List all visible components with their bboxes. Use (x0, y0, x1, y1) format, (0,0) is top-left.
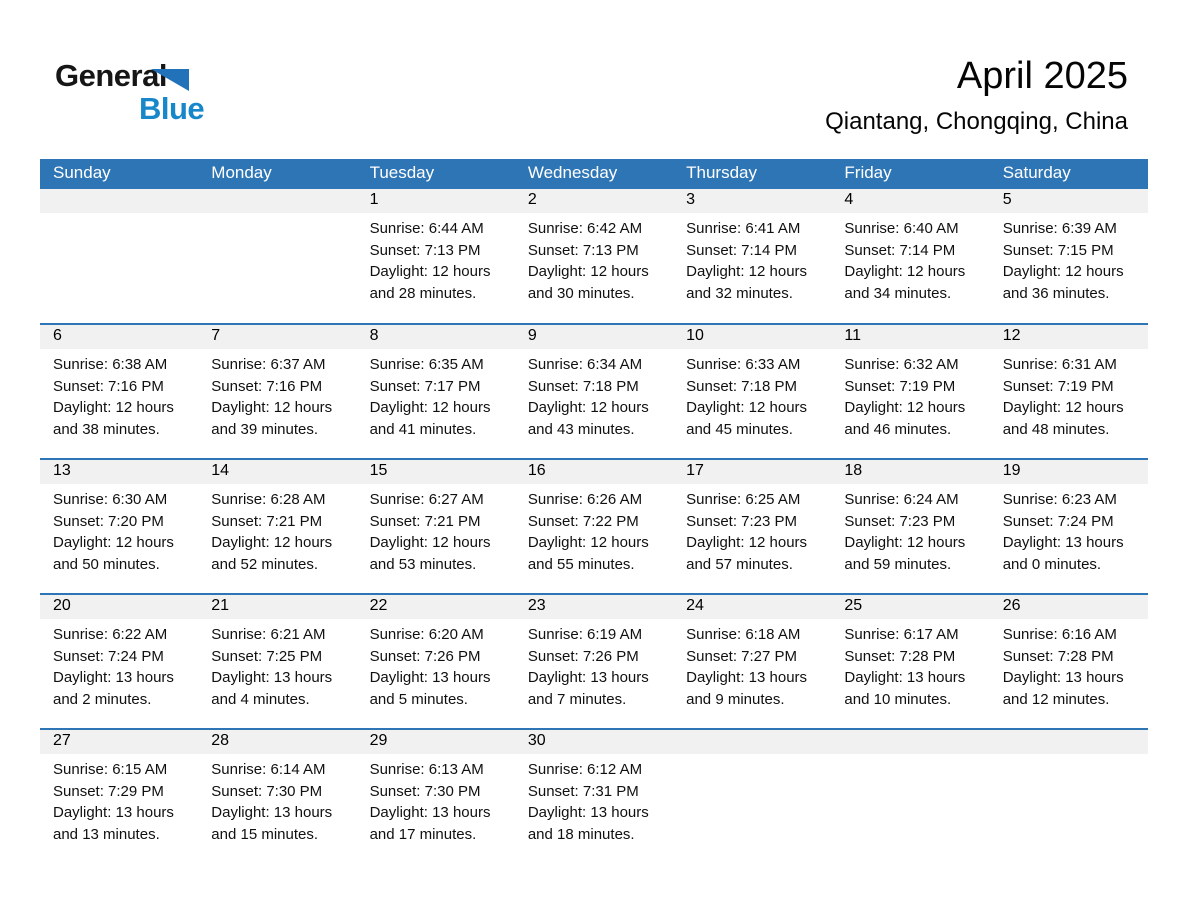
day-info-line: Sunset: 7:20 PM (53, 512, 164, 530)
title-block (825, 55, 1128, 136)
day-info-line: Daylight: 13 hours (527, 804, 649, 822)
day-info-line: Sunrise: 6:24 AM (844, 491, 959, 508)
day-info-line: and 38 minutes. (53, 421, 160, 439)
day-details (198, 484, 356, 576)
day-details (198, 754, 356, 846)
day-info-line: Sunrise: 6:13 AM (369, 761, 484, 778)
day-info-line: Sunset: 7:13 PM (527, 241, 639, 259)
day-info-line: and 48 minutes. (1002, 421, 1110, 439)
day-number: 11 (831, 325, 989, 349)
logo-text-blue: Blue (139, 91, 205, 126)
logo-triangle-icon (151, 69, 189, 91)
day-cell-21 (198, 594, 356, 729)
day-cell-15 (357, 459, 515, 594)
day-details (357, 619, 515, 711)
day-cell-17 (673, 459, 831, 594)
day-details (40, 349, 198, 441)
day-number: 17 (673, 460, 831, 484)
day-number: 21 (198, 595, 356, 619)
day-info-line: Sunset: 7:14 PM (844, 241, 956, 259)
day-info-line: and 57 minutes. (686, 556, 793, 574)
day-details (831, 619, 989, 711)
day-info-line: and 39 minutes. (211, 421, 319, 439)
day-details (673, 213, 831, 305)
day-details (198, 619, 356, 711)
week-row (40, 189, 1148, 324)
day-number: 14 (198, 460, 356, 484)
day-details (673, 349, 831, 441)
day-info-line: Daylight: 12 hours (686, 263, 808, 281)
weekday-header-monday: Monday (198, 159, 356, 189)
empty-day-cell (198, 189, 356, 324)
day-number: 3 (673, 189, 831, 213)
day-number: 13 (40, 460, 198, 484)
day-details (357, 349, 515, 441)
day-info-line: Sunset: 7:21 PM (211, 512, 323, 530)
day-info-line: Daylight: 13 hours (1002, 669, 1124, 687)
day-details (357, 754, 515, 846)
day-details (673, 484, 831, 576)
day-info-line: and 36 minutes. (1002, 285, 1110, 303)
day-info-line: and 28 minutes. (369, 285, 477, 303)
day-info-line: Sunset: 7:17 PM (369, 377, 481, 395)
day-cell-8 (357, 324, 515, 459)
day-details (990, 484, 1148, 576)
day-cell-28 (198, 729, 356, 864)
weekday-header-friday: Friday (831, 159, 989, 189)
day-cell-4 (831, 189, 989, 324)
weekday-header-sunday: Sunday (40, 159, 198, 189)
day-info-line: Daylight: 12 hours (369, 263, 491, 281)
day-info-line: Sunrise: 6:21 AM (211, 626, 326, 643)
day-details (990, 619, 1148, 711)
day-details (40, 619, 198, 711)
day-details (198, 349, 356, 441)
week-row (40, 459, 1148, 594)
day-info-line: and 12 minutes. (1002, 691, 1110, 709)
day-info-line: Sunrise: 6:41 AM (686, 220, 801, 237)
day-number: 26 (990, 595, 1148, 619)
day-info-line: Sunset: 7:30 PM (211, 782, 323, 800)
day-details (673, 619, 831, 711)
day-details (831, 349, 989, 441)
day-info-line: Sunset: 7:27 PM (686, 647, 798, 665)
day-info-line: and 46 minutes. (844, 421, 952, 439)
day-cell-18 (831, 459, 989, 594)
empty-day-cell (673, 729, 831, 864)
day-cell-3 (673, 189, 831, 324)
day-info-line: Daylight: 12 hours (686, 534, 808, 552)
day-number (673, 730, 831, 754)
day-info-line: Daylight: 13 hours (53, 804, 174, 822)
day-info-line: Sunset: 7:14 PM (686, 241, 798, 259)
day-number (40, 189, 198, 213)
day-info-line: Sunset: 7:19 PM (844, 377, 956, 395)
day-info-line: Sunrise: 6:16 AM (1002, 626, 1117, 643)
day-info-line: Sunrise: 6:28 AM (211, 491, 326, 508)
day-info-line: Sunset: 7:28 PM (844, 647, 956, 665)
logo-text-general: General (55, 58, 167, 93)
day-info-line: Daylight: 12 hours (844, 534, 966, 552)
day-info-line: Daylight: 13 hours (211, 804, 333, 822)
day-info-line: Daylight: 13 hours (1002, 534, 1124, 552)
weekday-header-wednesday: Wednesday (515, 159, 673, 189)
day-cell-10 (673, 324, 831, 459)
day-info-line: and 34 minutes. (844, 285, 952, 303)
day-cell-11 (831, 324, 989, 459)
day-cell-14 (198, 459, 356, 594)
day-cell-29 (357, 729, 515, 864)
day-info-line: Sunrise: 6:37 AM (211, 356, 326, 373)
day-number: 30 (515, 730, 673, 754)
page-location: Qiantang, Chongqing, China (825, 107, 1128, 135)
day-cell-27 (40, 729, 198, 864)
day-info-line: Daylight: 12 hours (53, 399, 174, 417)
day-number: 8 (357, 325, 515, 349)
day-cell-24 (673, 594, 831, 729)
day-details (990, 349, 1148, 441)
day-number: 19 (990, 460, 1148, 484)
day-info-line: and 2 minutes. (53, 691, 152, 709)
day-info-line: Sunrise: 6:14 AM (211, 761, 326, 778)
day-info-line: Daylight: 12 hours (1002, 399, 1124, 417)
day-info-line: Sunset: 7:18 PM (686, 377, 798, 395)
day-info-line: Sunrise: 6:30 AM (53, 491, 168, 508)
empty-day-cell (831, 729, 989, 864)
day-info-line: Sunrise: 6:22 AM (53, 626, 168, 643)
day-cell-20 (40, 594, 198, 729)
day-details (831, 484, 989, 576)
empty-day-cell (990, 729, 1148, 864)
day-info-line: Daylight: 12 hours (527, 534, 649, 552)
weekday-header-thursday: Thursday (673, 159, 831, 189)
empty-day-cell (40, 189, 198, 324)
day-info-line: Daylight: 12 hours (1002, 263, 1124, 281)
day-info-line: Daylight: 13 hours (844, 669, 966, 687)
day-info-line: Daylight: 13 hours (53, 669, 174, 687)
day-info-line: Sunset: 7:24 PM (53, 647, 164, 665)
day-info-line: Daylight: 12 hours (369, 399, 491, 417)
day-info-line: Sunset: 7:26 PM (369, 647, 481, 665)
day-info-line: Sunset: 7:19 PM (1002, 377, 1114, 395)
day-info-line: and 5 minutes. (369, 691, 468, 709)
day-info-line: Sunset: 7:16 PM (53, 377, 164, 395)
day-info-line: Sunset: 7:31 PM (527, 782, 639, 800)
day-info-line: Daylight: 13 hours (369, 804, 491, 822)
weekday-header-saturday: Saturday (990, 159, 1148, 189)
day-info-line: Sunset: 7:21 PM (369, 512, 481, 530)
day-cell-2 (515, 189, 673, 324)
day-info-line: Sunset: 7:30 PM (369, 782, 481, 800)
day-info-line: Sunrise: 6:15 AM (53, 761, 168, 778)
calendar-table (40, 159, 1148, 864)
day-details (357, 484, 515, 576)
day-details (515, 349, 673, 441)
week-row (40, 729, 1148, 864)
day-info-line: and 45 minutes. (686, 421, 793, 439)
day-info-line: and 18 minutes. (527, 826, 635, 844)
day-cell-16 (515, 459, 673, 594)
day-number: 22 (357, 595, 515, 619)
day-info-line: Sunset: 7:29 PM (53, 782, 164, 800)
day-cell-6 (40, 324, 198, 459)
day-details (515, 484, 673, 576)
day-number: 25 (831, 595, 989, 619)
day-info-line: and 41 minutes. (369, 421, 477, 439)
day-info-line: Sunrise: 6:12 AM (527, 761, 643, 778)
day-info-line: Daylight: 13 hours (527, 669, 649, 687)
day-info-line: Daylight: 13 hours (211, 669, 333, 687)
day-number (198, 189, 356, 213)
day-number: 18 (831, 460, 989, 484)
day-details (515, 619, 673, 711)
day-number: 29 (357, 730, 515, 754)
day-info-line: Sunset: 7:23 PM (686, 512, 798, 530)
day-info-line: Sunset: 7:18 PM (527, 377, 639, 395)
day-info-line: Sunrise: 6:17 AM (844, 626, 959, 643)
day-info-line: and 52 minutes. (211, 556, 319, 574)
day-number: 2 (515, 189, 673, 213)
day-number: 9 (515, 325, 673, 349)
day-info-line: and 15 minutes. (211, 826, 319, 844)
day-number: 16 (515, 460, 673, 484)
day-info-line: Daylight: 12 hours (527, 263, 649, 281)
day-info-line: and 43 minutes. (527, 421, 635, 439)
day-info-line: Sunset: 7:22 PM (527, 512, 639, 530)
day-info-line: and 30 minutes. (527, 285, 635, 303)
day-number (990, 730, 1148, 754)
day-details (357, 213, 515, 305)
day-info-line: Sunrise: 6:42 AM (527, 220, 643, 237)
day-info-line: Sunrise: 6:40 AM (844, 220, 959, 237)
day-info-line: and 55 minutes. (527, 556, 635, 574)
day-info-line: and 4 minutes. (211, 691, 310, 709)
day-info-line: Sunrise: 6:20 AM (369, 626, 484, 643)
day-info-line: Sunrise: 6:38 AM (53, 356, 168, 373)
day-number: 1 (357, 189, 515, 213)
day-info-line: and 10 minutes. (844, 691, 952, 709)
day-info-line: and 7 minutes. (527, 691, 627, 709)
day-details (831, 213, 989, 305)
day-number: 10 (673, 325, 831, 349)
day-info-line: Sunrise: 6:26 AM (527, 491, 643, 508)
day-cell-30 (515, 729, 673, 864)
day-info-line: and 0 minutes. (1002, 556, 1102, 574)
day-info-line: and 32 minutes. (686, 285, 793, 303)
day-info-line: Sunset: 7:13 PM (369, 241, 481, 259)
day-details (990, 213, 1148, 305)
day-number (831, 730, 989, 754)
day-number: 20 (40, 595, 198, 619)
day-info-line: and 53 minutes. (369, 556, 477, 574)
day-cell-25 (831, 594, 989, 729)
day-cell-12 (990, 324, 1148, 459)
day-info-line: Sunrise: 6:39 AM (1002, 220, 1117, 237)
day-cell-5 (990, 189, 1148, 324)
day-info-line: Sunrise: 6:31 AM (1002, 356, 1117, 373)
day-info-line: and 59 minutes. (844, 556, 952, 574)
day-info-line: Daylight: 12 hours (53, 534, 174, 552)
day-details (40, 484, 198, 576)
day-info-line: Sunset: 7:26 PM (527, 647, 639, 665)
day-info-line: Sunset: 7:28 PM (1002, 647, 1114, 665)
weekday-header-row (40, 159, 1148, 189)
day-info-line: Sunrise: 6:23 AM (1002, 491, 1117, 508)
day-info-line: Sunrise: 6:34 AM (527, 356, 643, 373)
day-info-line: Daylight: 12 hours (211, 534, 333, 552)
day-details (40, 754, 198, 846)
day-info-line: and 50 minutes. (53, 556, 160, 574)
week-row (40, 594, 1148, 729)
day-info-line: Sunset: 7:23 PM (844, 512, 956, 530)
day-cell-26 (990, 594, 1148, 729)
day-info-line: Sunset: 7:25 PM (211, 647, 323, 665)
day-number: 28 (198, 730, 356, 754)
page-title: April 2025 (956, 55, 1128, 97)
day-info-line: Sunrise: 6:32 AM (844, 356, 959, 373)
day-number: 4 (831, 189, 989, 213)
day-info-line: Sunset: 7:16 PM (211, 377, 323, 395)
day-number: 24 (673, 595, 831, 619)
day-info-line: and 9 minutes. (686, 691, 785, 709)
day-cell-23 (515, 594, 673, 729)
day-info-line: Sunrise: 6:18 AM (686, 626, 801, 643)
day-info-line: Sunset: 7:15 PM (1002, 241, 1114, 259)
day-cell-19 (990, 459, 1148, 594)
day-info-line: Sunrise: 6:19 AM (527, 626, 643, 643)
weekday-header-tuesday: Tuesday (357, 159, 515, 189)
day-number: 23 (515, 595, 673, 619)
day-info-line: Daylight: 12 hours (844, 399, 966, 417)
day-info-line: Sunrise: 6:33 AM (686, 356, 801, 373)
day-number: 27 (40, 730, 198, 754)
day-details (515, 754, 673, 846)
day-info-line: and 17 minutes. (369, 826, 477, 844)
day-info-line: Sunrise: 6:27 AM (369, 491, 484, 508)
day-cell-22 (357, 594, 515, 729)
day-info-line: Daylight: 12 hours (369, 534, 491, 552)
day-number: 15 (357, 460, 515, 484)
week-row (40, 324, 1148, 459)
day-cell-13 (40, 459, 198, 594)
day-cell-9 (515, 324, 673, 459)
day-info-line: Daylight: 13 hours (369, 669, 491, 687)
day-info-line: Sunset: 7:24 PM (1002, 512, 1114, 530)
day-info-line: Sunrise: 6:25 AM (686, 491, 801, 508)
day-info-line: Sunrise: 6:44 AM (369, 220, 484, 237)
day-number: 7 (198, 325, 356, 349)
day-info-line: Daylight: 13 hours (686, 669, 808, 687)
day-info-line: Daylight: 12 hours (844, 263, 966, 281)
day-number: 12 (990, 325, 1148, 349)
general-blue-logo (55, 58, 235, 124)
day-cell-1 (357, 189, 515, 324)
day-info-line: Daylight: 12 hours (686, 399, 808, 417)
day-number: 5 (990, 189, 1148, 213)
day-info-line: Daylight: 12 hours (211, 399, 333, 417)
day-details (515, 213, 673, 305)
calendar-body (40, 189, 1148, 864)
day-info-line: Sunrise: 6:35 AM (369, 356, 484, 373)
day-number: 6 (40, 325, 198, 349)
day-info-line: and 13 minutes. (53, 826, 160, 844)
day-cell-7 (198, 324, 356, 459)
day-info-line: Daylight: 12 hours (527, 399, 649, 417)
